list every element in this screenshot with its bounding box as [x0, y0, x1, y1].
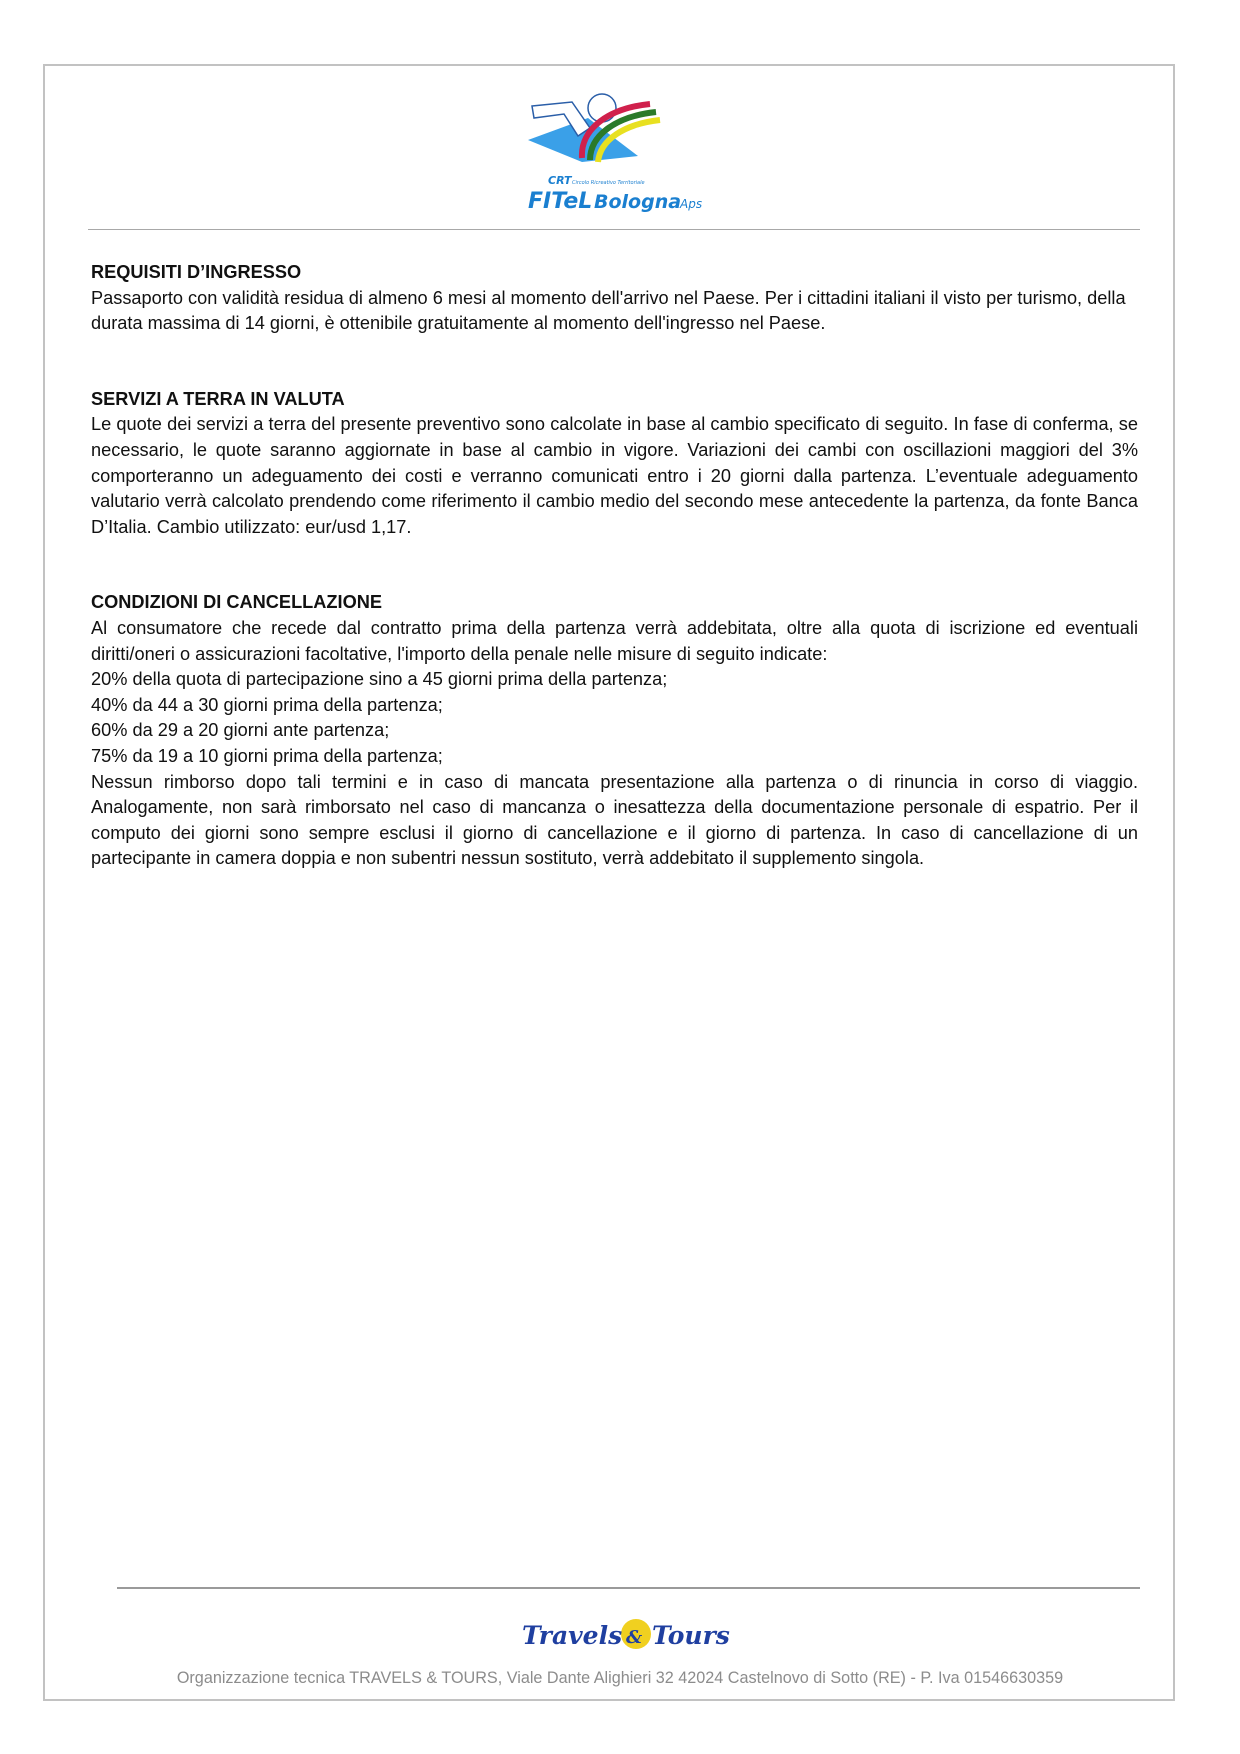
travels-tours-logo [520, 1614, 742, 1654]
logo-brand-suffix: Aps [680, 197, 703, 211]
cancellation-intro: Al consumatore che recede dal contratto prima della partenza verrà addebitata, oltre alla quota di iscrizione ed eventuali diritti/oneri o assicurazioni facoltative, l'importo della penale nelle misure di seguito indicate: [91, 617, 1138, 664]
footer-divider [117, 1587, 1140, 1589]
header-divider [88, 229, 1140, 230]
logo-word-tours: Tours [652, 1621, 730, 1650]
cancellation-closing: Nessun rimborso dopo tali termini e in caso di mancata presentazione alla partenza o di rinuncia in corso di viaggio. Analogamente, non sarà rimborsato nel caso di mancanza o inesattezza della documentazione personale di espatrio. Per il computo dei giorni sono sempre esclusi il giorno di cancellazione e il giorno di partenza. In caso di cancellazione di un partecipante in camera doppia e non subentri nessun sostituto, verrà addebitato il supplemento singola. [91, 771, 1138, 869]
section-title: REQUISITI D’INGRESSO [91, 262, 302, 282]
footer-organization-info: Organizzazione tecnica TRAVELS & TOURS, Viale Dante Alighieri 32 42024 Castelnovo di Sotto (RE) - P. Iva 01546630359 [176, 1669, 1064, 1687]
section-paragraph: Passaporto con validità residua di almeno 6 mesi al momento dell'arrivo nel Paese. Per i cittadini italiani il visto per turismo, della durata massima di 14 giorni, è ottenibile gratuitamente al momento dell'ingresso nel Paese. [91, 287, 1126, 334]
section-currency-services [91, 387, 1138, 541]
logo-crt-label: CRT [548, 174, 572, 187]
document-body [91, 260, 1138, 922]
logo-ampersand: & [626, 1627, 643, 1648]
penalty-item: 60% da 29 a 20 giorni ante partenza; [91, 720, 390, 741]
logo-brand-city: Bologna [594, 191, 682, 213]
section-entry-requirements [91, 260, 1138, 337]
penalty-item: 75% da 19 a 10 giorni prima della partenza; [91, 745, 443, 766]
logo-brand-main: FITeL [528, 189, 593, 214]
logo-word-travels: Travels [522, 1621, 623, 1650]
penalty-item: 20% della quota di partecipazione sino a 45 giorni prima della partenza; [91, 669, 668, 690]
section-cancellation-conditions [91, 590, 1138, 872]
penalty-item: 40% da 44 a 30 giorni prima della partenza; [91, 694, 443, 715]
fitel-bologna-logo [520, 88, 720, 216]
section-title: CONDIZIONI DI CANCELLAZIONE [91, 592, 382, 613]
section-paragraph: Le quote dei servizi a terra del presente preventivo sono calcolate in base al cambio specificato di seguito. In fase di conferma, se necessario, le quote saranno aggiornate in base al cambio in vigore. Variazioni dei cambi con oscillazioni maggiori del 3% comporteranno un adeguamento dei costi e verranno comunicati entro i 20 giorni dalla partenza. L’eventuale adeguamento valutario verrà calcolato prendendo come riferimento il cambio medio del secondo mese antecedente la partenza, da fonte Banca D’Italia. Cambio utilizzato: eur/usd 1,17. [91, 414, 1138, 537]
section-title: SERVIZI A TERRA IN VALUTA [91, 388, 345, 409]
logo-crt-subtitle: Circolo Ricreativo Territoriale [572, 180, 645, 186]
